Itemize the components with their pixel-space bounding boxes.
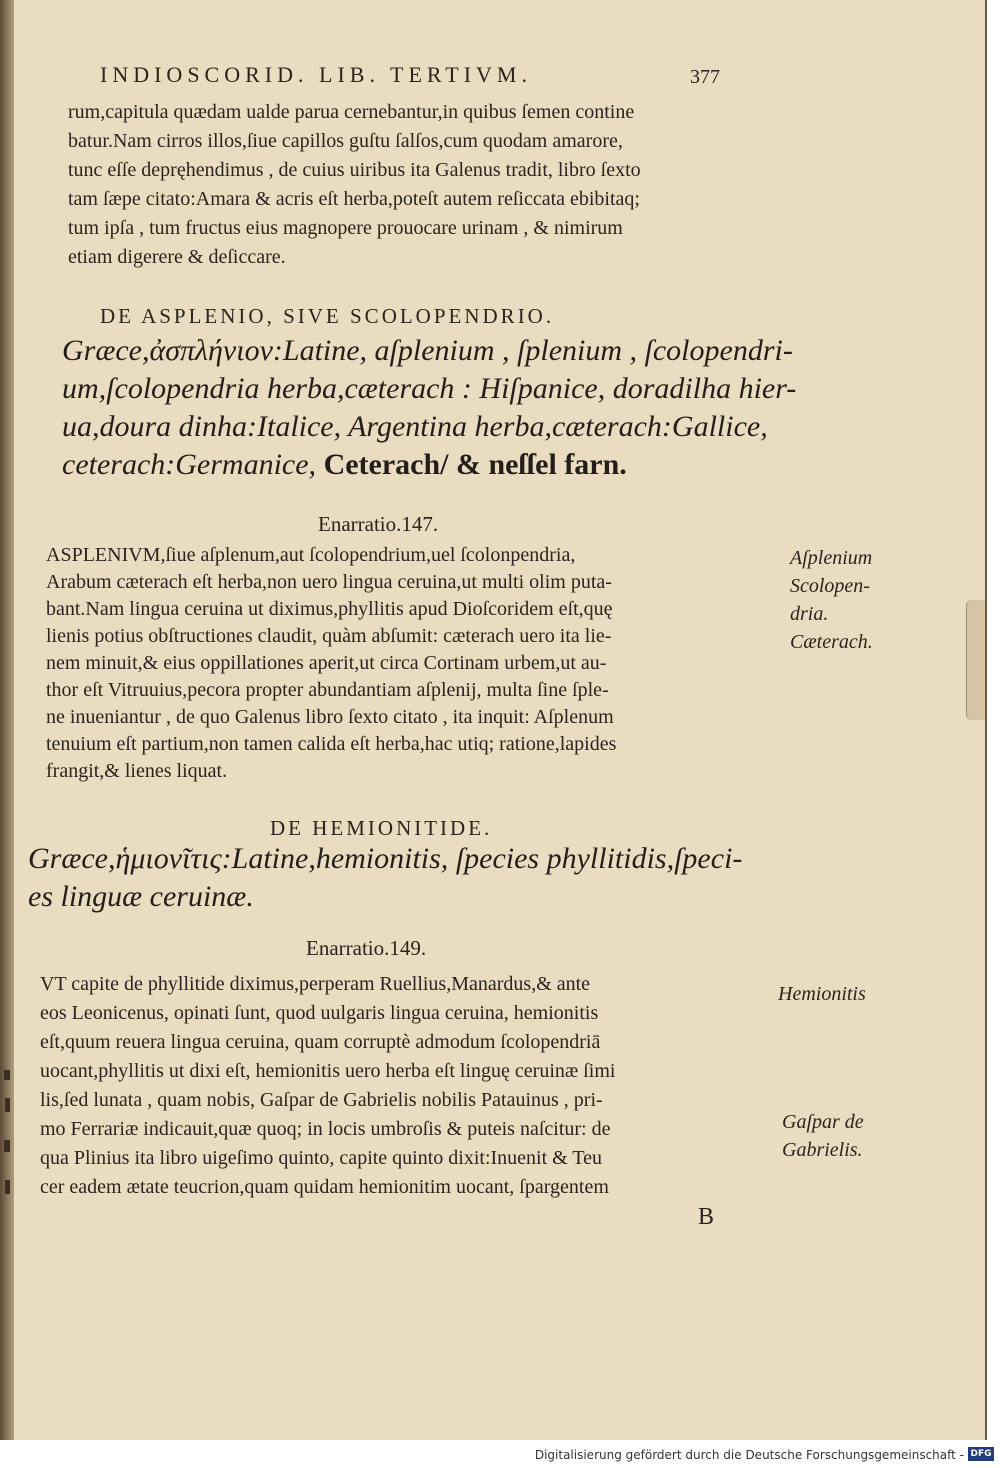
- body-hemionitide: [40, 970, 615, 1202]
- names-line: ua,doura dinha:Italice, Argentina herba,cæterach:Gallice,: [62, 410, 768, 443]
- names-block-hemionitide: [28, 840, 742, 916]
- margin-note: Gabrielis.: [782, 1139, 863, 1161]
- margin-note: Gaſpar de: [782, 1111, 864, 1133]
- names-line: [62, 446, 796, 484]
- text-line: ne inueniantur , de quo Galenus libro ſexto citato , ita inquit: Aſplenum: [46, 706, 614, 728]
- text-line: qua Plinius ita libro uigeſimo quinto, capite quinto dixit:Inuenit & Teu: [40, 1147, 603, 1169]
- top-paragraph: [68, 98, 641, 272]
- text-line: ASPLENIVM,ſiue aſplenum,aut ſcolopendrium,uel ſcolonpendria,: [46, 544, 576, 566]
- text-line: batur.Nam cirros illos,ſiue capillos guſtu ſalſos,cum quodam amarore,: [68, 130, 623, 152]
- names-line: Græce,ἡμιονῖτις:Latine,hemionitis, ſpecies phyllitidis,ſpeci-: [28, 842, 743, 875]
- text-line: eos Leonicenus, opinati ſunt, quod uulgaris lingua ceruina, hemionitis: [40, 1002, 599, 1024]
- text-line: rum,capitula quædam ualde parua cernebantur,in quibus ſemen contine: [68, 101, 635, 123]
- text-line: nem minuit,& eius oppillationes aperit,ut circa Cortinam urbem,ut au-: [46, 652, 607, 674]
- section-heading-asplenio: DE ASPLENIO, SIVE SCOLOPENDRIO.: [100, 304, 555, 328]
- text-line: VT capite de phyllitide diximus,perperam Ruellius,Manardus,& ante: [40, 973, 591, 995]
- text-line: tenuium eſt partium,non tamen calida eſt herba,hac utiq; ratione,lapides: [46, 733, 617, 755]
- names-block-asplenio: [62, 332, 796, 484]
- facing-page-ink-icon: [2, 1060, 14, 1220]
- binding-edge: [0, 0, 14, 1440]
- text-line: tum ipſa , tum fructus eius magnopere prouocare urinam , & nimirum: [68, 217, 623, 239]
- text-line: Arabum cæterach eſt herba,non uero lingua ceruina,ut multi olim puta-: [46, 571, 612, 593]
- names-line-prefix: ceterach:Germanice,: [62, 448, 317, 481]
- margin-note: dria.: [790, 603, 829, 625]
- text-line: etiam digerere & deſiccare.: [68, 246, 286, 268]
- page-number: 377: [690, 66, 720, 88]
- text-line: lienis potius obſtructiones claudit, quàm abſumit: cæterach uero ita lie-: [46, 625, 612, 647]
- section-heading-hemionitide: DE HEMIONITIDE.: [270, 816, 493, 840]
- margin-note: Scolopen-: [790, 575, 870, 597]
- text-line: bant.Nam lingua ceruina ut diximus,phyllitis apud Dioſcoridem eſt,quę: [46, 598, 613, 620]
- text-line: eſt,quum reuera lingua ceruina, quam corruptè admodum ſcolopendriā: [40, 1031, 601, 1053]
- text-line: tunc eſſe depręhendimus , de cuius uiribus ita Galenus tradit, libro ſexto: [68, 159, 641, 181]
- footer-credit: Digitalisierung gefördert durch die Deutsche Forschungsgemeinschaft -: [534, 1448, 964, 1462]
- text-line: mo Ferrariæ indicauit,quæ quoq; in locis umbroſis & puteis naſcitur: de: [40, 1118, 611, 1140]
- text-line: frangit,& lienes liquat.: [46, 760, 228, 782]
- blackletter-text: Ceterach/ & neſſel farn.: [323, 448, 627, 481]
- names-line: um,ſcolopendria herba,cæterach : Hiſpanice, doradilha hier-: [62, 372, 797, 405]
- running-head: INDIOSCORID. LIB. TERTIVM.: [100, 62, 532, 87]
- dfg-logo: DFG: [968, 1447, 994, 1461]
- text-line: lis,ſed lunata , quam nobis, Gaſpar de Gabrielis nobilis Patauinus , pri-: [40, 1089, 603, 1111]
- text-line: tam ſæpe citato:Amara & acris eſt herba,poteſt autem reſiccata ebibitaq;: [68, 188, 640, 210]
- names-line: es linguæ ceruinæ.: [28, 880, 254, 913]
- body-asplenio: [46, 542, 616, 785]
- enarratio-label: Enarratio.149.: [306, 936, 427, 960]
- digitization-footer: [0, 1440, 1000, 1468]
- text-line: cer eadem ætate teucrion,quam quidam hemionitim uocant, ſpargentem: [40, 1176, 609, 1198]
- page-edge-tab: [966, 600, 985, 720]
- names-line: Græce,ἀσπλήνιον:Latine, aſplenium , ſplenium , ſcolopendri-: [62, 334, 793, 367]
- margin-note: Cæterach.: [790, 631, 873, 653]
- text-line: thor eſt Vitruuius,pecora propter abundantiam aſplenij, multa ſine ſple-: [46, 679, 609, 701]
- enarratio-label: Enarratio.147.: [318, 512, 439, 536]
- margin-note-hemionitis: Hemionitis: [778, 983, 866, 1005]
- signature-mark: B: [698, 1204, 715, 1230]
- facing-page-fragments: [2, 1060, 14, 1220]
- margin-notes-asplenio: [790, 544, 873, 656]
- margin-notes-gaspar: [782, 1108, 864, 1164]
- text-line: uocant,phyllitis ut dixi eſt, hemionitis uero herba eſt linguę ceruinæ ſimi: [40, 1060, 616, 1082]
- margin-note: Aſplenium: [790, 547, 873, 569]
